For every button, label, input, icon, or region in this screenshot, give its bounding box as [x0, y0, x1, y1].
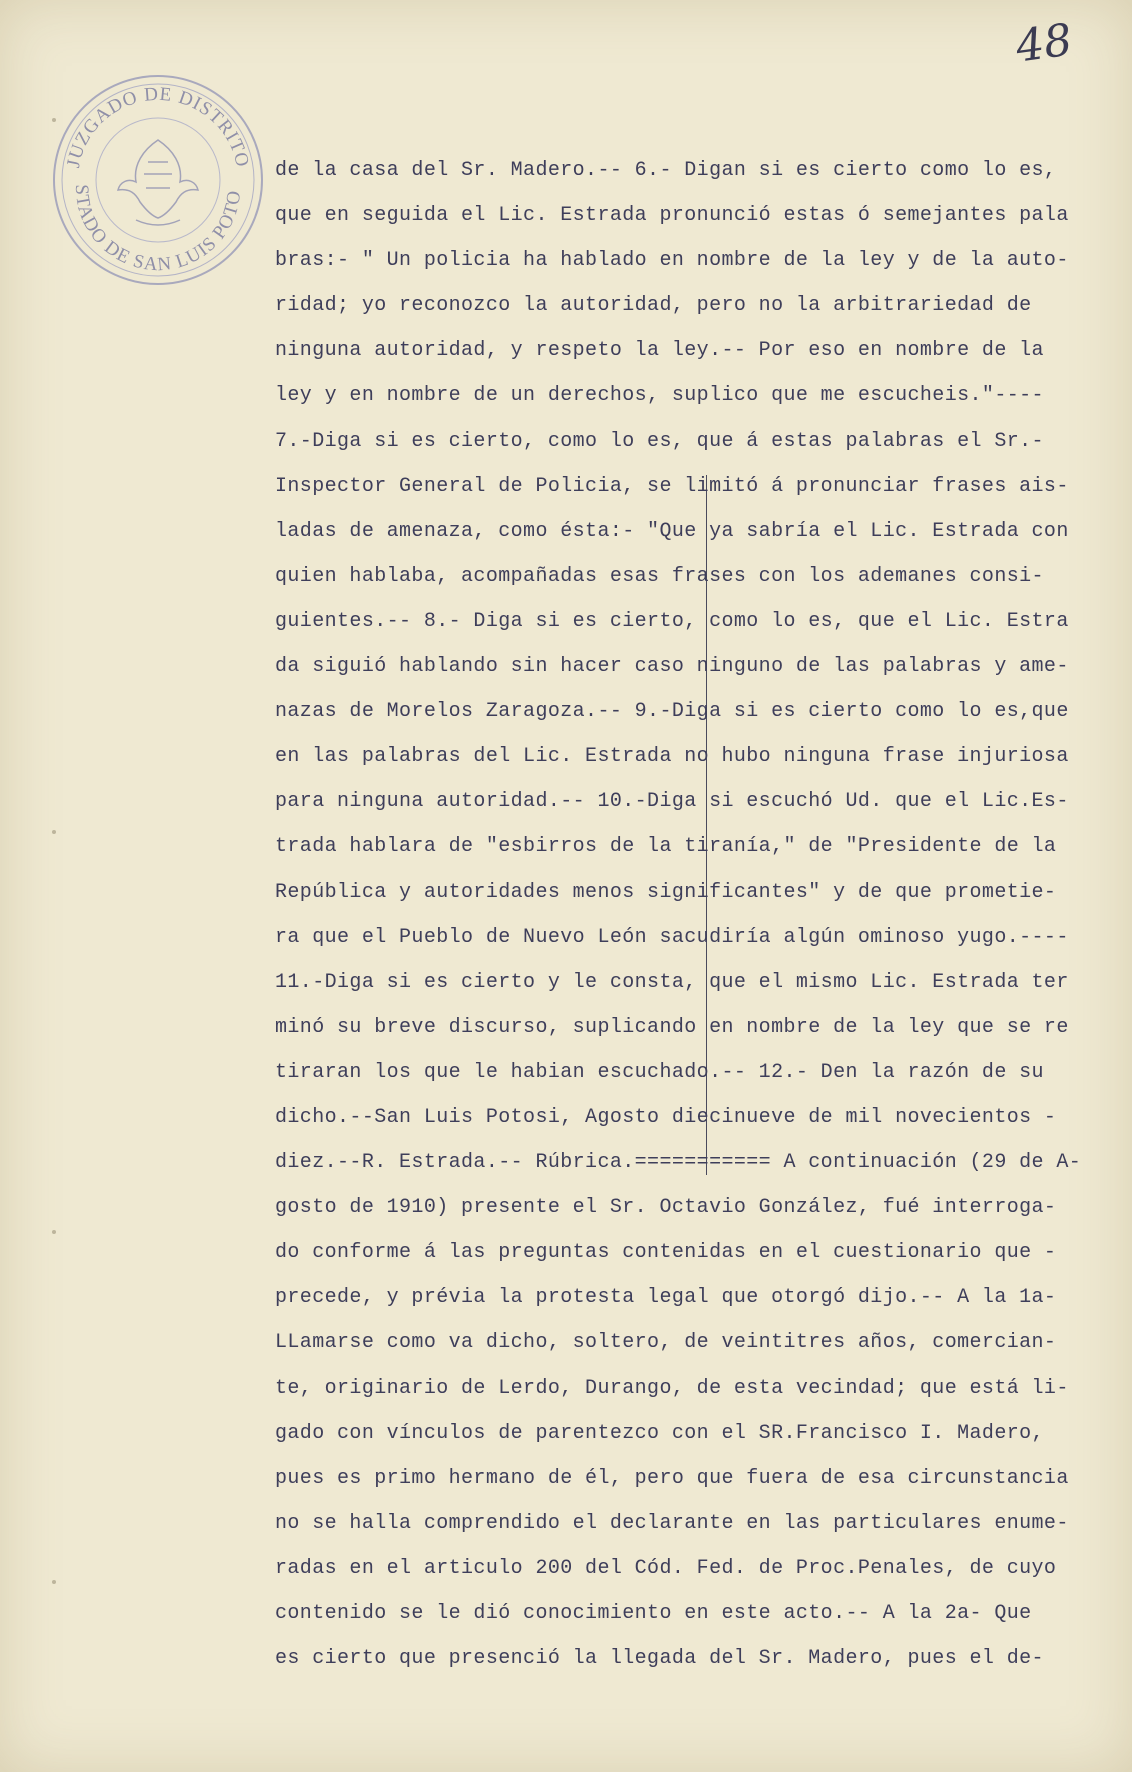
text-line: dicho.--San Luis Potosi, Agosto diecinueve de mil novecientos -	[275, 1105, 1057, 1129]
text-line: ninguna autoridad, y respeto la ley.-- Por eso en nombre de la	[275, 339, 1044, 363]
punch-hole	[52, 1230, 56, 1234]
punch-hole	[52, 1580, 56, 1584]
text-line: LLamarse como va dicho, soltero, de veintitres años, comercian-	[275, 1331, 1057, 1355]
punch-hole	[52, 830, 56, 834]
text-line: da siguió hablando sin hacer caso ninguno de las palabras y ame-	[275, 655, 1069, 679]
text-line: do conforme á las preguntas contenidas en el cuestionario que -	[275, 1241, 1057, 1265]
punch-hole	[52, 118, 56, 122]
typed-body-text	[275, 148, 1105, 1681]
text-line: minó su breve discurso, suplicando en nombre de la ley que se re	[275, 1015, 1069, 1039]
text-line: radas en el articulo 200 del Cód. Fed. de Proc.Penales, de cuyo	[275, 1556, 1057, 1580]
text-line: precede, y prévia la protesta legal que otorgó dijo.-- A la 1a-	[275, 1286, 1057, 1310]
text-line: es cierto que presenció la llegada del Sr. Madero, pues el de-	[275, 1647, 1044, 1671]
text-line: nazas de Morelos Zaragoza.-- 9.-Diga si es cierto como lo es,que	[275, 700, 1069, 724]
text-line: gosto de 1910) presente el Sr. Octavio González, fué interroga-	[275, 1196, 1057, 1220]
text-line: no se halla comprendido el declarante en las particulares enume-	[275, 1511, 1069, 1535]
text-line: te, originario de Lerdo, Durango, de esta vecindad; que está li-	[275, 1376, 1069, 1400]
seal-top-text: JUZGADO DE DISTRITO	[63, 83, 254, 170]
text-line: ley y en nombre de un derechos, suplico que me escucheis."----	[275, 384, 1044, 408]
text-line: bras:- " Un policia ha hablado en nombre de la ley y de la auto-	[275, 249, 1069, 273]
text-line: 11.-Diga si es cierto y le consta, que el mismo Lic. Estrada ter	[275, 970, 1069, 994]
text-line: de la casa del Sr. Madero.-- 6.- Digan si es cierto como lo es,	[275, 159, 1057, 182]
text-line: contenido se le dió conocimiento en este acto.-- A la 2a- Que	[275, 1602, 1032, 1625]
folio-number: 48	[1012, 14, 1076, 73]
text-line: ladas de amenaza, como ésta:- "Que ya sabría el Lic. Estrada con	[275, 519, 1069, 543]
text-line: pues es primo hermano de él, pero que fuera de esa circunstancia	[275, 1466, 1069, 1490]
text-line: ridad; yo reconozco la autoridad, pero no la arbitrariedad de	[275, 294, 1032, 318]
eagle-emblem-icon	[118, 140, 198, 225]
text-line: ra que el Pueblo de Nuevo León sacudiría algún ominoso yugo.----	[275, 925, 1069, 949]
text-line: trada hablara de "esbirros de la tiranía," de "Presidente de la	[275, 835, 1057, 859]
text-line: en las palabras del Lic. Estrada no hubo ninguna frase injuriosa	[275, 745, 1069, 769]
text-line: Inspector General de Policia, se limitó á pronunciar frases ais-	[275, 474, 1069, 498]
court-seal	[48, 70, 268, 290]
svg-text:JUZGADO DE DISTRITO	[63, 84, 253, 170]
text-line: 7.-Diga si es cierto, como lo es, que á estas palabras el Sr.-	[275, 429, 1044, 453]
text-line: guientes.-- 8.- Diga si es cierto, como lo es, que el Lic. Estra	[275, 609, 1069, 633]
text-line: diez.--R. Estrada.-- Rúbrica.=========== A continuación (29 de A-	[275, 1151, 1082, 1175]
text-line: República y autoridades menos significantes" y de que prometie-	[275, 880, 1057, 904]
text-line: gado con vínculos de parentezco con el SR.Francisco I. Madero,	[275, 1421, 1044, 1445]
text-line: para ninguna autoridad.-- 10.-Diga si escuchó Ud. que el Lic.Es-	[275, 790, 1069, 814]
text-line: quien hablaba, acompañadas esas frases con los ademanes consi-	[275, 564, 1044, 588]
text-line: que en seguida el Lic. Estrada pronunció estas ó semejantes pala	[275, 204, 1069, 228]
text-line: tiraran los que le habian escuchado.-- 12.- Den la razón de su	[275, 1060, 1044, 1084]
seal-bottom-text: STADO DE SAN LUIS POTO	[70, 184, 246, 276]
